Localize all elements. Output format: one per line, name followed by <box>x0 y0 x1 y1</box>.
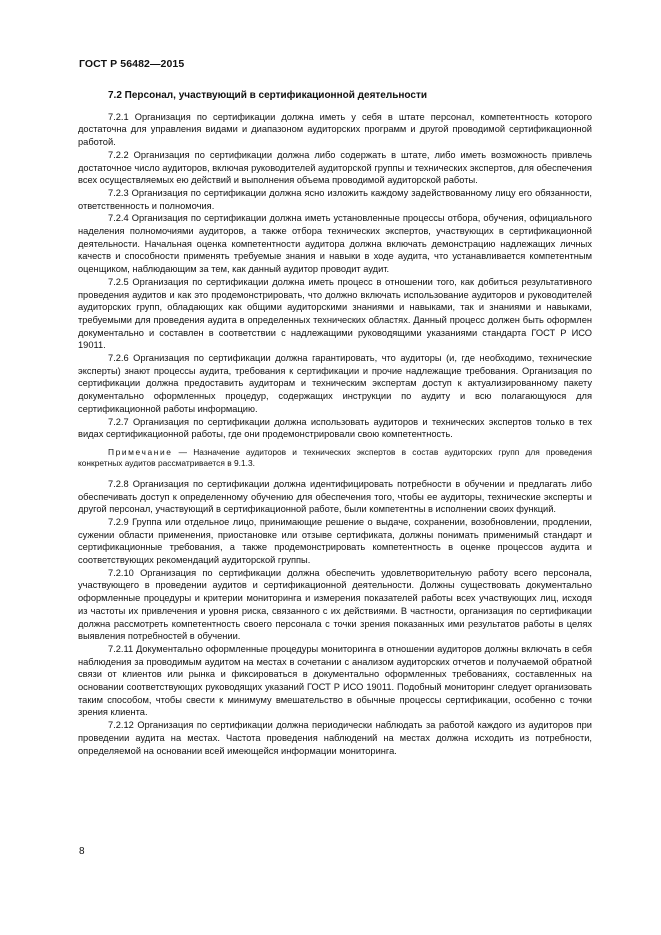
paragraph-7-2-10: 7.2.10 Организация по сертификации должна обеспечить удовлетворительную работу всего персонала, участвующего в проведении аудитов и сертификационной деятельности. Должны существовать документально оформленные процедуры и критерии мониторинга и измерения показателей работы всех участвующих лиц, исходя из частоты их привлечения и уровня риска, связанного с их действиями. В частности, организация по сертификации должна рассмотреть компетентность своего персонала с точки зрения показанных ими результатов работы в целях выявления потребностей в обучении. <box>78 567 592 642</box>
paragraph-7-2-1: 7.2.1 Организация по сертификации должна иметь у себя в штате персонал, компетентность которого достаточна для управления видами и диапазоном аудиторских программ и другой проводимой сертификационной работой. <box>78 111 592 148</box>
paragraph-7-2-5: 7.2.5 Организация по сертификации должна иметь процесс в отношении того, как добиться результативного проведения аудитов и как это продемонстрировать, что должно включать использование аудиторов и руководителей аудиторских групп, обладающих как общими аудиторскими знаниями и навыками, так и знаниями и навыками, требуемыми для проведения аудита в определенных технических областях. Данный процесс должен быть оформлен документально и составлен в соответствии с надлежащими руководящими указаниями стандарта ГОСТ Р ИСО 19011. <box>78 276 592 351</box>
paragraph-7-2-11: 7.2.11 Документально оформленные процедуры мониторинга в отношении аудиторов должны включать в себя наблюдения за проводимым аудитом на местах в сочетании с анализом аудиторских отчетов и получаемой обратной связи от клиентов или рынка и фиксироваться в документально оформленных требованиях, составленных на основании соответствующих руководящих указаний ГОСТ Р ИСО 19011. Подобный мониторинг следует организовать таким способом, чтобы свести к минимуму вмешательство в обычные процессы сертификации, особенно с точки зрения клиента. <box>78 643 592 718</box>
paragraph-7-2-4: 7.2.4 Организация по сертификации должна иметь установленные процессы отбора, обучения, официального наделения полномочиями аудиторов, а также отбора технических экспертов, участвующих в сертификационной деятельности. Начальная оценка компетентности аудитора должна включать демонстрацию надлежащих личных качеств и способности применять требуемые знания и навыки в ходе аудита, что устанавливается компетентным оценщиком, наблюдающим за тем, как данный аудитор проводит аудит. <box>78 213 592 275</box>
note-dash: — <box>172 446 194 457</box>
paragraph-7-2-8: 7.2.8 Организация по сертификации должна идентифицировать потребности в обучении и предлагать либо обеспечивать доступ к определенному обучению для обеспечения того, чтобы ее аудиторы, технические эксперты и другой персонал, участвующий в сертификационной работе, были компетентны в исполнении своих функций. <box>78 478 592 515</box>
page-number: 8 <box>79 846 85 857</box>
note-label: Примечание <box>108 446 173 457</box>
paragraph-7-2-12: 7.2.12 Организация по сертификации должна периодически наблюдать за работой каждого из аудиторов при проведении аудита на местах. Частота проведения наблюдений на местах должна исходить из потребности, определяемой на основании всей имеющейся информации мониторинга. <box>78 720 592 756</box>
note <box>78 447 592 470</box>
paragraph-7-2-6: 7.2.6 Организация по сертификации должна гарантировать, что аудиторы (и, где необходимо, технические эксперты) знают процессы аудита, требования к сертификации и прочие надлежащие требования. Организация по сертификации должна предоставить аудиторам и техническим экспертам доступ к актуализированному пакету документально оформленных процедур, содержащих инструкции по аудиту и всю полагающуюся для сертификационной работы информацию. <box>78 353 592 414</box>
paragraph-7-2-3: 7.2.3 Организация по сертификации должна ясно изложить каждому задействованному лицу его обязанности, ответственность и полномочия. <box>78 187 592 211</box>
page-content <box>78 90 592 757</box>
paragraph-7-2-7: 7.2.7 Организация по сертификации должна использовать аудиторов и технических экспертов только в тех видах сертификационной работы, где они продемонстрировали свою компетентность. <box>78 416 592 440</box>
note-text: Назначение аудиторов и технических экспертов в состав аудиторских групп для проведения конкретных аудитов рассматривается в 9.1.3. <box>78 446 593 469</box>
paragraph-7-2-2: 7.2.2 Организация по сертификации должна либо содержать в штате, либо иметь возможность привлечь достаточное число аудиторов, включая руководителей аудиторской группы и технических экспертов, для обеспечения всех осуществляемых ею действий и выполнения объема проводимой аудиторской работы. <box>78 149 592 186</box>
section-title: 7.2 Персонал, участвующий в сертификационной деятельности <box>108 90 427 101</box>
document-header: ГОСТ Р 56482—2015 <box>79 58 185 70</box>
paragraph-7-2-9: 7.2.9 Группа или отдельное лицо, принимающие решение о выдаче, сохранении, возобновлении, продлении, сужении области применения, приостановке или отзыве сертификата, должны понимать применимый стандарт и сертификационные требования, а также продемонстрировать компетентность в оценке процессов аудита и соответствующих рекомендаций аудиторской группы. <box>78 516 592 566</box>
